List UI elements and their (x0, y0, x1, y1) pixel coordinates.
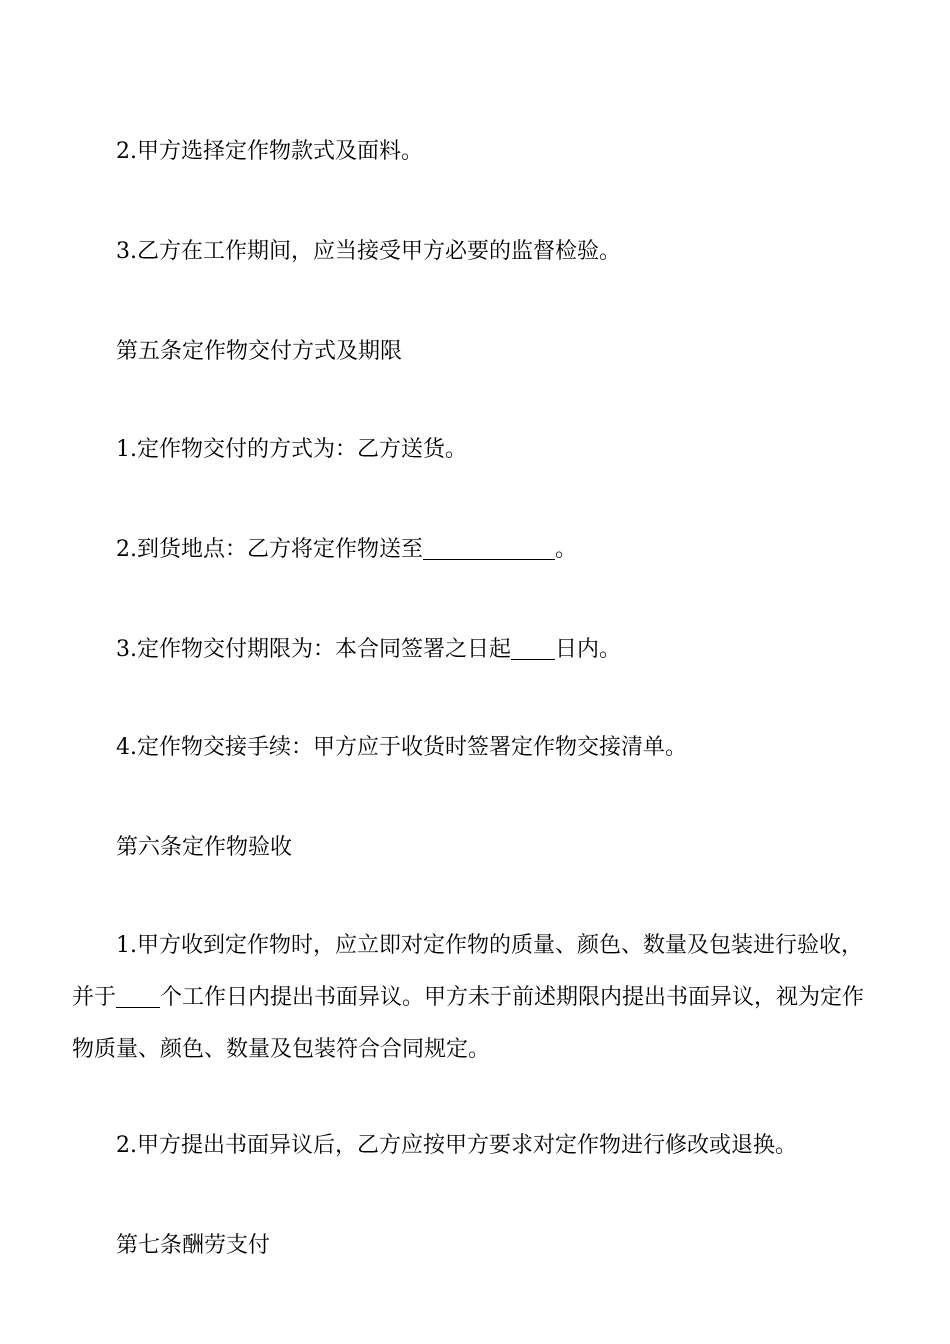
paragraph-text-before: 3.定作物交付期限为：本合同签署之日起 (116, 637, 511, 662)
paragraph-text-after: 。 (555, 537, 578, 562)
clause-item-delivery-method (72, 424, 882, 476)
paragraph-text-before: 1.甲方收到定作物时，应立即对定作物的质量、颜色、数量及包装进行验收，并于 (72, 933, 863, 1010)
article-heading-7 (72, 1220, 882, 1272)
clause-item-handover (72, 722, 882, 774)
paragraph-text-before: 2.到货地点：乙方将定作物送至 (116, 537, 423, 562)
clause-item-fabric-selection (72, 126, 882, 178)
clause-item-supervision (72, 226, 882, 278)
paragraph-text-after: 日内。 (555, 637, 622, 662)
paragraph-text: 2.甲方选择定作物款式及面料。 (116, 139, 423, 164)
heading-text: 第六条定作物验收 (116, 835, 293, 860)
blank-line-days (511, 637, 555, 660)
paragraph-text: 2.甲方提出书面异议后，乙方应按甲方要求对定作物进行修改或退换。 (116, 1133, 797, 1158)
paragraph-text: 3.乙方在工作期间，应当接受甲方必要的监督检验。 (116, 239, 621, 264)
article-heading-6 (72, 822, 882, 874)
paragraph-text: 1.定作物交付的方式为：乙方送货。 (116, 437, 467, 462)
clause-item-inspection (72, 920, 882, 1076)
paragraph-text: 4.定作物交接手续：甲方应于收货时签署定作物交接清单。 (116, 735, 687, 760)
clause-item-delivery-location (72, 524, 882, 576)
heading-text: 第七条酬劳支付 (116, 1233, 271, 1258)
blank-line-location (423, 537, 555, 560)
paragraph-text-after: 个工作日内提出书面异议。甲方未于前述期限内提出书面异议，视为定作物质量、颜色、数量及包装符合合同规定。 (72, 985, 865, 1062)
article-heading-5 (72, 326, 882, 378)
heading-text: 第五条定作物交付方式及期限 (116, 339, 403, 364)
blank-line-workdays (116, 985, 160, 1008)
clause-item-delivery-deadline (72, 624, 882, 676)
clause-item-objection-handling (72, 1120, 882, 1172)
